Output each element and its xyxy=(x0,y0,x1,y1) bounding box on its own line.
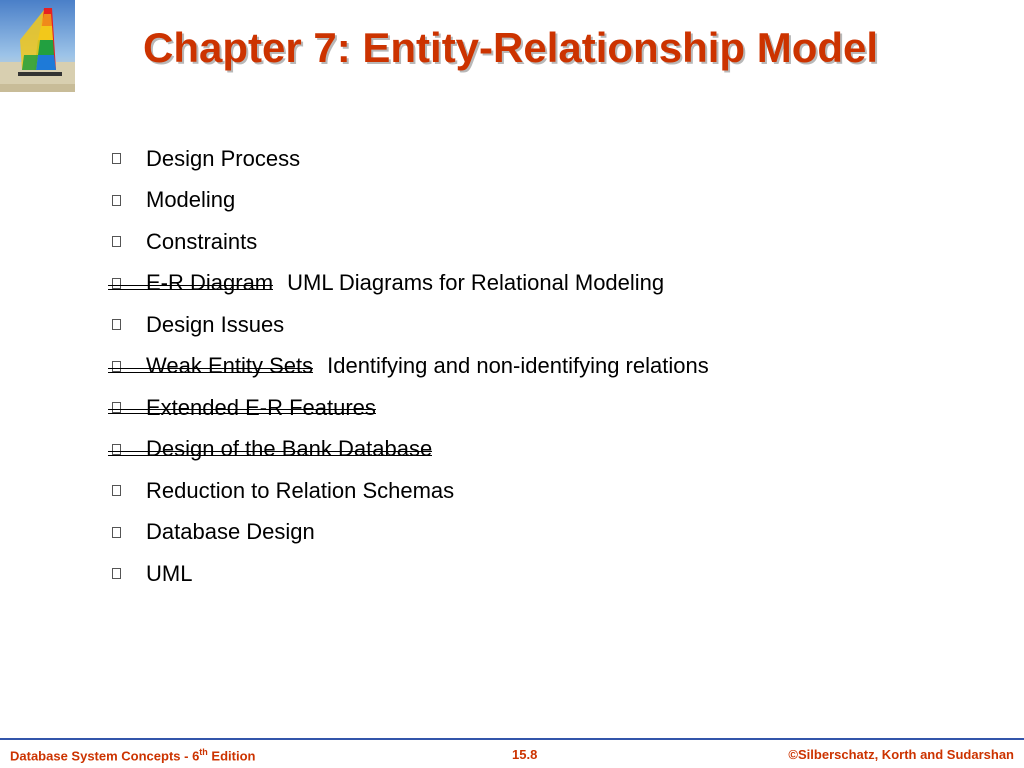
bullet-item xyxy=(110,429,709,471)
bullet-text: Modeling xyxy=(146,187,236,213)
bullet-list xyxy=(110,138,709,595)
bullet-text: Constraints xyxy=(146,228,258,254)
bullet-item xyxy=(110,304,709,346)
bullet-item xyxy=(110,138,709,180)
bullet-item xyxy=(110,346,709,388)
square-bullet-icon xyxy=(112,485,121,496)
bullet-item xyxy=(110,221,709,263)
bullet-item xyxy=(110,263,709,305)
square-bullet-icon xyxy=(112,236,121,247)
bullet-item xyxy=(110,553,709,595)
bullet-item xyxy=(110,512,709,554)
footer-book-title: Database System Concepts - 6th Edition xyxy=(10,747,256,764)
struck-bullet-text: Weak Entity Sets xyxy=(146,353,314,379)
bullet-item xyxy=(110,387,709,429)
square-bullet-icon xyxy=(112,319,121,330)
struck-bullet-text: E-R Diagram xyxy=(146,270,274,296)
square-bullet-icon xyxy=(112,568,121,579)
square-bullet-icon xyxy=(112,402,121,413)
footer-page-number: 15.8 xyxy=(512,747,538,762)
bullet-text: UML xyxy=(146,560,193,586)
square-bullet-icon xyxy=(112,153,121,164)
slide-title: Chapter 7: Entity-Relationship Model xyxy=(143,24,879,71)
struck-bullet-text: Design of the Bank Database xyxy=(146,436,433,462)
struck-bullet-text: Extended E-R Features xyxy=(146,394,376,420)
bullet-text: Design Issues xyxy=(146,311,285,337)
square-bullet-icon xyxy=(112,278,121,289)
bullet-item xyxy=(110,470,709,512)
replacement-text: UML Diagrams for Relational Modeling xyxy=(287,270,665,296)
bullet-text: Design Process xyxy=(146,145,301,171)
footer-copyright: ©Silberschatz, Korth and Sudarshan xyxy=(788,747,1014,762)
square-bullet-icon xyxy=(112,527,121,538)
square-bullet-icon xyxy=(112,195,121,206)
bullet-item xyxy=(110,180,709,222)
bullet-text: Reduction to Relation Schemas xyxy=(146,477,455,503)
square-bullet-icon xyxy=(112,361,121,372)
footer-divider xyxy=(0,738,1024,740)
sailboat-logo-icon xyxy=(0,0,75,92)
replacement-text: Identifying and non-identifying relations xyxy=(327,353,709,379)
square-bullet-icon xyxy=(112,444,121,455)
slide-footer xyxy=(0,738,1024,768)
bullet-text: Database Design xyxy=(146,519,315,545)
